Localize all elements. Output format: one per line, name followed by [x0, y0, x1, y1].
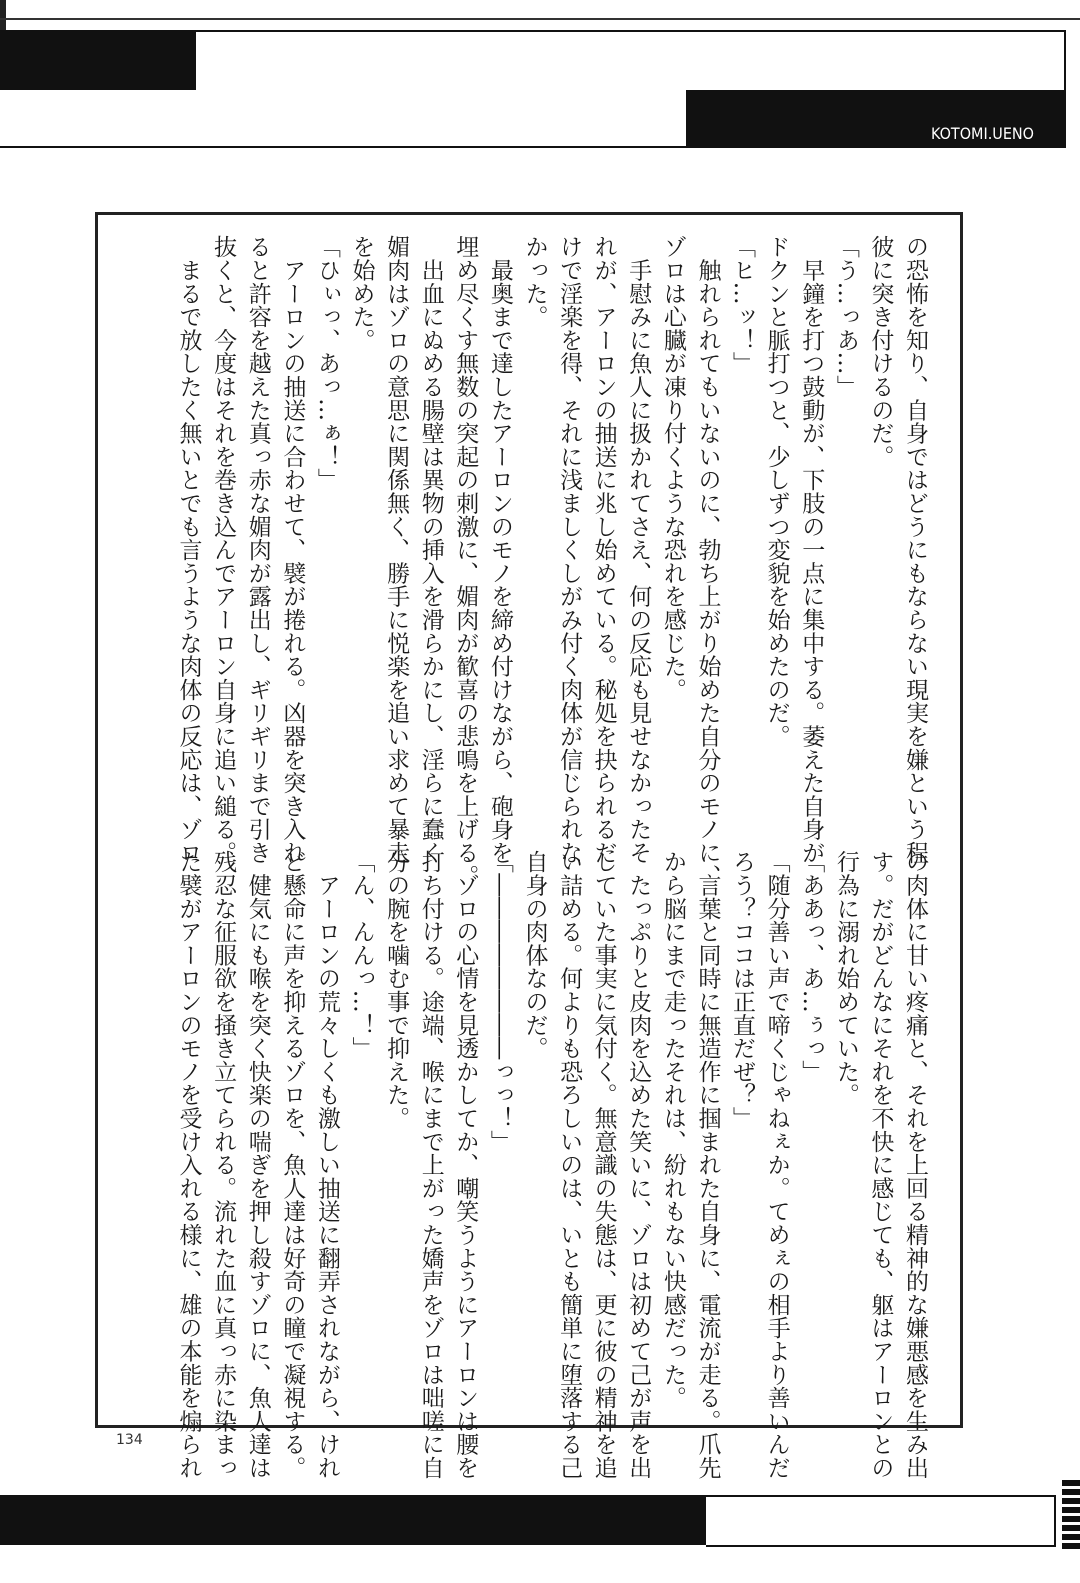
text-column: かった。 [521, 235, 548, 329]
text-column: 早鐘を打つ鼓動が、下肢の一点に集中する。萎えた自身が [798, 235, 825, 865]
header-white-box-lower [0, 90, 686, 148]
text-column: けで淫楽を得、それに浅ましくしがみ付く肉体が信じられな [556, 235, 583, 865]
text-column: ろう？ココは正直だぜ？」 [729, 850, 756, 1130]
text-column: 分の腕を噛む事で抑えた。 [383, 850, 410, 1130]
text-column: 「ああっ、あ…ぅっ」 [798, 850, 825, 1083]
text-column: 最奥まで達したアーロンのモノを締め付けながら、砲身を [486, 235, 513, 865]
text-column: れが、アーロンの抽送に兆し始めている。秘処を抉られるだ [590, 235, 617, 865]
header-black-bar [0, 30, 196, 90]
text-column: の肉体に甘い疼痛と、それを上回る精神的な嫌悪感を生み出 [902, 850, 928, 1480]
text-column: 媚肉はゾロの意思に関係無く、勝手に悦楽を追い求めて暴走 [383, 235, 410, 865]
text-column: 彼に突き付けるのだ。 [867, 235, 894, 468]
upper-text-block [171, 235, 932, 888]
text-column: 出血にぬめる腸壁は異物の挿入を滑らかにし、淫らに蠢く [417, 235, 444, 865]
text-column: 抜くと、今度はそれを巻き込んでアーロン自身に追い縋る。 [210, 235, 237, 865]
footer-black-bar [0, 1495, 706, 1545]
text-column: 残忍な征服欲を掻き立てられる。流れた血に真っ赤に染まっ [210, 850, 237, 1480]
text-column: 触れられてもいないのに、勃ち上がり始めた自分のモノに、 [694, 235, 721, 888]
text-column: 手慰みに魚人に扱かれてさえ、何の反応も見せなかったそ [625, 235, 652, 865]
text-column: まるで放したく無いとでも言うような肉体の反応は、ゾロ [175, 235, 202, 865]
text-column: の恐怖を知り、自身ではどうにもならない現実を嫌という程 [902, 235, 928, 865]
text-column: 「ひぃっ、あっ…ぁ！」 [313, 235, 340, 492]
text-column: す。だがどんなにそれを不快に感じても、躯はアーロンとの [867, 850, 894, 1480]
header-white-box [196, 30, 1066, 92]
text-column: ドクンと脈打つと、少しずつ変貌を始めたのだ。 [763, 235, 790, 748]
text-column: 健気にも喉を突く快楽の喘ぎを押し殺すゾロに、魚人達は [244, 850, 271, 1480]
text-column: 「ん、んんっ…！」 [348, 850, 375, 1060]
text-column: 言葉と同時に無造作に掴まれた自身に、電流が走る。爪先 [694, 850, 721, 1480]
text-column: ゾロの心情を見透かしてか、嘲笑うようにアーロンは腰を [452, 850, 479, 1480]
text-column: 自身の肉体なのだ。 [521, 850, 548, 1060]
text-column: ると許容を越えた真っ赤な媚肉が露出し、ギリギリまで引き [244, 235, 271, 865]
text-column: 「う…っあ…」 [832, 235, 859, 399]
text-column: 打ち付ける。途端、喉にまで上がった嬌声をゾロは咄嗟に自 [417, 850, 444, 1480]
header-rule [0, 18, 1080, 20]
text-column: 行為に溺れ始めていた。 [832, 850, 859, 1107]
text-column: を始めた。 [348, 235, 375, 352]
text-column: た襞がアーロンのモノを受け入れる様に、雄の本能を煽られ [175, 850, 202, 1480]
footer-white-box [706, 1495, 1056, 1547]
text-column: 「――――――――っっ！」 [486, 850, 513, 1153]
author-name: KOTOMI.UENO [931, 124, 1034, 143]
text-column: ゾロは心臓が凍り付くような恐れを感じた。 [659, 235, 686, 701]
text-column: い詰める。何よりも恐ろしいのは、いとも簡単に堕落する己 [556, 850, 583, 1480]
page-number: 134 [116, 1432, 143, 1448]
text-column: 「随分善い声で啼くじゃねぇか。てめぇの相手より善いんだ [763, 850, 790, 1480]
text-column: 「ヒ…ッ！」 [729, 235, 756, 375]
text-column: アーロンの抽送に合わせて、襞が捲れる。凶器を突き入れ [279, 235, 306, 865]
text-column: アーロンの荒々しくも激しい抽送に翻弄されながら、けれ [313, 850, 340, 1480]
scan-edge-marks [1062, 1480, 1080, 1550]
text-column: していた事実に気付く。無意識の失態は、更に彼の精神を追 [590, 850, 617, 1480]
text-column: ど懸命に声を抑えるゾロを、魚人達は好奇の瞳で凝視する。 [279, 850, 306, 1480]
text-column: から脳にまで走ったそれは、紛れもない快感だった。 [659, 850, 686, 1410]
text-column: 埋め尽くす無数の突起の刺激に、媚肉が歓喜の悲鳴を上げる。 [452, 235, 479, 888]
lower-text-block [171, 850, 932, 1480]
text-column: たっぷりと皮肉を込めた笑いに、ゾロは初めて己が声を出 [625, 850, 652, 1480]
